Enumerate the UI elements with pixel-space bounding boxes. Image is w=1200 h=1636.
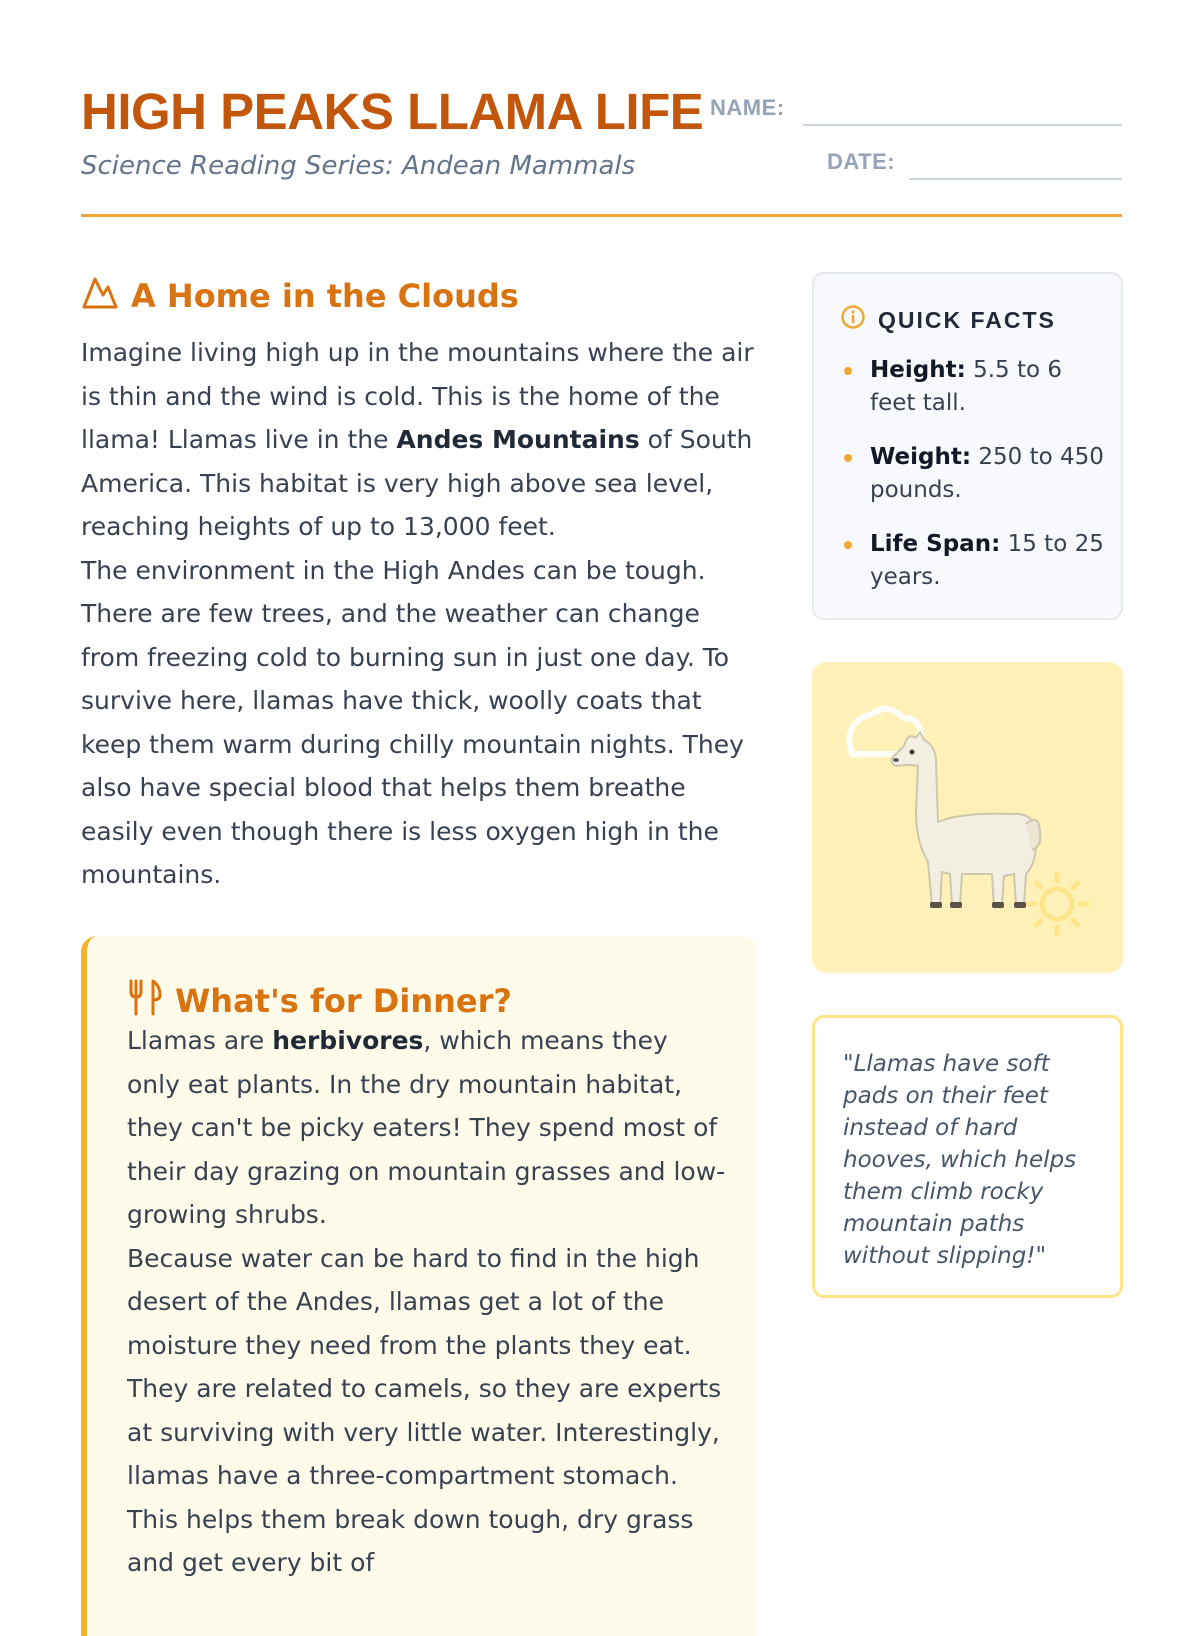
section-heading-home-text: A Home in the Clouds [131, 277, 519, 315]
quick-facts-card [812, 272, 1123, 620]
fact-item-height: Height: 5.5 to 6 feet tall. [840, 354, 1110, 420]
dinner-paragraph-1: Llamas are herbivores, which means they only eat plants. In the dry mountain habitat, they can't be picky eaters! They spend most of their day grazing on mountain grasses and low-growing shrubs. [127, 1026, 726, 1229]
home-paragraph-2: The environment in the High Andes can be tough. There are few trees, and the weather can change from freezing cold to burning sun in just one day. To survive here, llamas have thick, woolly coats that keep them warm during chilly mountain nights. They also have special blood that helps them breathe easily even though there is less oxygen high in the mountains. [81, 555, 744, 889]
home-body [81, 331, 761, 897]
page-subtitle: Science Reading Series: Andean Mammals [81, 151, 636, 181]
bullet-icon [844, 367, 852, 375]
date-label: DATE: [827, 149, 896, 174]
section-heading-dinner [127, 978, 512, 1024]
fun-fact-quote: "Llamas have soft pads on their feet instead of hard hooves, which helps them climb rocky mountain paths without slipping!" [843, 1051, 1077, 1269]
bullet-icon [844, 541, 852, 549]
date-field[interactable] [909, 178, 1122, 180]
llama-icon [891, 732, 1040, 908]
dinner-body [127, 1019, 727, 1585]
fun-fact-quote-card [812, 1015, 1123, 1298]
bullet-icon [844, 454, 852, 462]
quick-facts-list [840, 354, 1110, 615]
name-field[interactable] [803, 124, 1122, 126]
utensils-icon [127, 978, 163, 1024]
herbivores-term: herbivores [272, 1026, 424, 1055]
info-icon [840, 304, 866, 336]
home-paragraph-1: Imagine living high up in the mountains where the air is thin and the wind is cold. This is the home of the llama! Llamas live in the Andes Mountains of South America. This habitat is very high above sea level, reaching heights of up to 13,000 feet. [81, 338, 754, 541]
page-title: HIGH PEAKS LLAMA LIFE [81, 83, 704, 140]
sun-icon [1027, 874, 1087, 934]
andes-mountains-term: Andes Mountains [396, 425, 640, 454]
dinner-paragraph-2: Because water can be hard to find in the high desert of the Andes, llamas get a lot of the moisture they need from the plants they eat. They are related to camels, so they are experts at surviving with very little water. Interestingly, llamas have a three-compartment stomach. This helps them break down tough, dry grass and get every bit of [127, 1243, 722, 1577]
llama-illustration [812, 662, 1123, 973]
quick-facts-heading [840, 304, 1056, 336]
mountain-icon [81, 274, 119, 318]
dinner-callout [81, 936, 757, 1636]
name-label: NAME: [710, 95, 785, 120]
fact-item-weight: Weight: 250 to 450 pounds. [840, 441, 1110, 507]
header-divider [81, 214, 1122, 217]
section-heading-dinner-text: What's for Dinner? [175, 982, 512, 1020]
quick-facts-heading-text: QUICK FACTS [878, 306, 1056, 333]
fact-item-lifespan: Life Span: 15 to 25 years. [840, 528, 1110, 594]
section-heading-home [81, 274, 519, 318]
